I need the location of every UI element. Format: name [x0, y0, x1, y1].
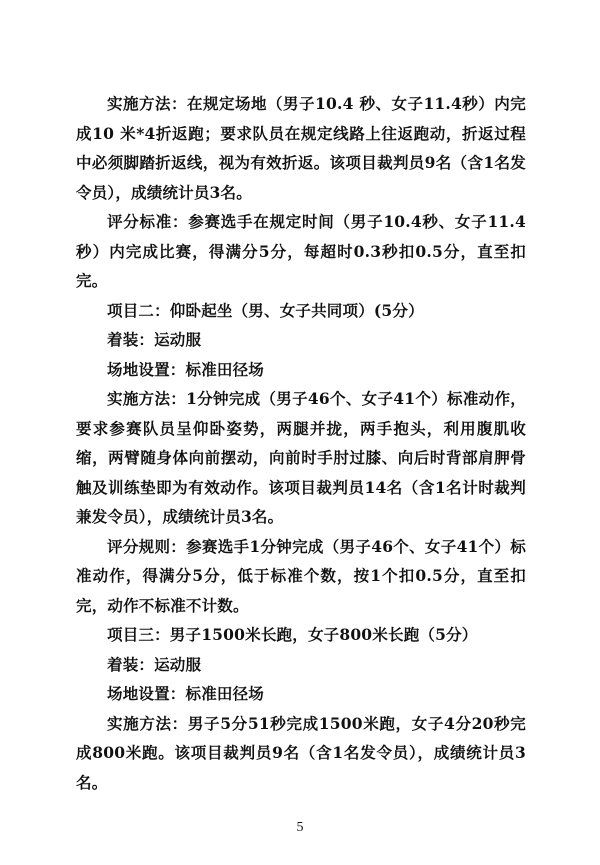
page-number: 5: [296, 820, 304, 835]
paragraph-implementation-method-sit-ups: 实施方法：1分钟完成（男子46个、女子41个）标准动作，要求参赛队员呈仰卧姿势，两腿并拢，两手抱头，利用腹肌收缩，两臂随身体向前摆动，向前时手肘过膝、向后时背部肩胛骨触及训练垫即为有效动作。该项目裁判员14名（含1名计时裁判兼发令员），成绩统计员3名。: [76, 389, 526, 526]
heading-item-two-sit-ups: 项目二：仰卧起坐（男、女子共同项）(5分）: [107, 300, 424, 320]
paragraph-venue-sit-ups: 场地设置：标准田径场: [107, 359, 265, 379]
paragraph-venue-long-run: 场地设置：标准田径场: [107, 684, 265, 703]
paragraph-scoring-rules-sit-ups: 评分规则：参赛选手1分钟完成（男子46个、女子41个）标准动作，得满分5分，低于标准个数，按1个扣0.5分，直至扣完，动作不标准不计数。: [76, 536, 526, 615]
heading-item-three-long-run: 项目三：男子1500米长跑，女子800米长跑（5分）: [107, 625, 478, 644]
paragraph-attire-long-run: 着装：运动服: [107, 654, 202, 674]
paragraph-implementation-method-shuttle-run: 实施方法：在规定场地（男子10.4 秒、女子11.4秒）内完成10 米*4折返跑；要求队员在规定线路上往返跑动，折返过程中必须脚踏折返线，视为有效折返。该项目裁判员9名（含1名发令员），成绩统计员3名。: [76, 94, 526, 202]
page-content: [76, 89, 526, 797]
paragraph-scoring-standard-shuttle-run: 评分标准：参赛选手在规定时间（男子10.4秒、女子11.4秒）内完成比赛，得满分5分，每超时0.3秒扣0.5分，直至扣完。: [76, 212, 526, 290]
paragraph-implementation-method-long-run: 实施方法：男子5分51秒完成1500米跑，女子4分20秒完成800米跑。该项目裁判员9名（含1名发令员），成绩统计员3名。: [76, 713, 526, 792]
paragraph-attire-sit-ups: 着装：运动服: [107, 330, 202, 349]
